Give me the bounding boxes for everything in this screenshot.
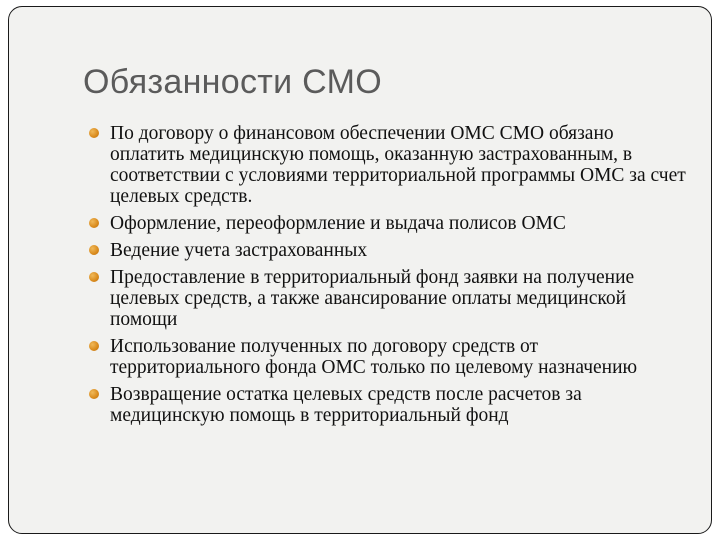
bullet-item	[89, 267, 689, 330]
bullet-text: Оформление, переоформление и выдача полисов ОМС	[110, 213, 566, 234]
bullet-text: По договору о финансовом обеспечении ОМС СМО обязано оплатить медицинскую помощь, оказанную застрахованным, в соответствии с условиями территориальной программы ОМС за счет целевых средств.	[110, 123, 686, 207]
orange-dot-icon	[89, 218, 99, 228]
bullet-item	[89, 384, 689, 426]
orange-dot-icon	[89, 272, 99, 282]
bullet-item	[89, 240, 689, 261]
bullet-text: Использование полученных по договору средств от территориального фонда ОМС только по целевому назначению	[110, 336, 638, 378]
bullet-item	[89, 213, 689, 234]
slide-title: Обязанности СМО	[83, 63, 382, 101]
orange-dot-icon	[89, 341, 99, 351]
bullet-text: Ведение учета застрахованных	[110, 240, 368, 261]
orange-dot-icon	[89, 389, 99, 399]
bullet-list	[89, 123, 689, 432]
orange-dot-icon	[89, 128, 99, 138]
bullet-text: Возвращение остатка целевых средств после расчетов за медицинскую помощь в территориальный фонд	[110, 384, 582, 426]
orange-dot-icon	[89, 245, 99, 255]
bullet-text: Предоставление в территориальный фонд заявки на получение целевых средств, а также авансирование оплаты медицинской помощи	[110, 267, 635, 330]
bullet-item	[89, 123, 689, 207]
slide-frame	[8, 6, 712, 534]
bullet-item	[89, 336, 689, 378]
